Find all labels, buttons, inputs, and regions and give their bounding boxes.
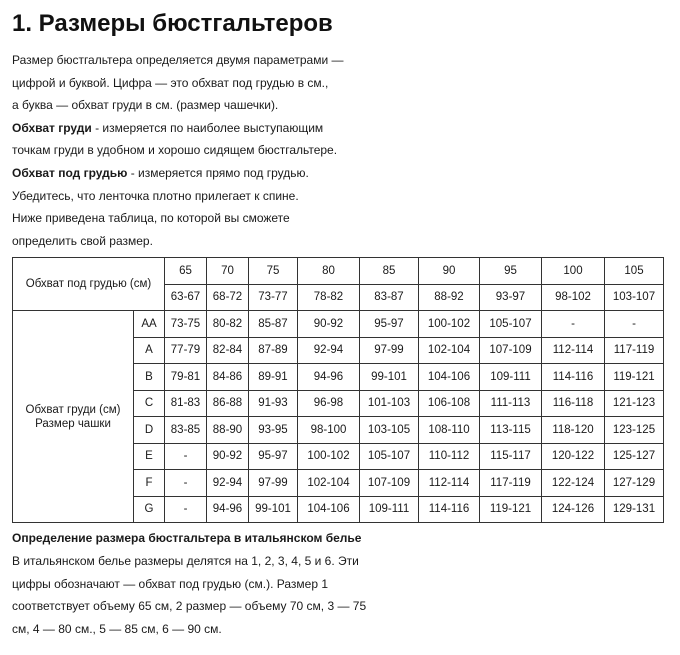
bust-range-cell: 104-106 — [419, 364, 480, 391]
cup-letter-cell: F — [134, 470, 165, 497]
bust-range-cell: 79-81 — [165, 364, 207, 391]
bust-range-cell: 83-85 — [165, 417, 207, 444]
underbust-range-cell: 63-67 — [165, 284, 207, 311]
bust-range-cell: 91-93 — [249, 390, 298, 417]
bust-label — [13, 311, 134, 523]
bust-range-cell: 95-97 — [360, 311, 419, 338]
intro-line: а буква — обхват груди в см. (размер чашечки). — [12, 98, 279, 113]
cup-letter-cell: A — [134, 337, 165, 364]
band-size-row — [13, 258, 664, 285]
bust-range-cell: 94-96 — [298, 364, 360, 391]
bust-range-cell: 127-129 — [605, 470, 664, 497]
bust-range-cell: 89-91 — [249, 364, 298, 391]
outro-line: см, 4 — 80 см., 5 — 85 см, 6 — 90 см. — [12, 621, 222, 636]
band-size-cell: 105 — [605, 258, 664, 285]
bust-range-cell: 81-83 — [165, 390, 207, 417]
band-size-cell: 80 — [298, 258, 360, 285]
bust-range-cell: 99-101 — [360, 364, 419, 391]
bust-range-cell: 123-125 — [605, 417, 664, 444]
bust-definition: - измеряется по наиболее выступающим — [91, 120, 324, 135]
bust-range-cell: 119-121 — [605, 364, 664, 391]
underbust-term: Обхват под грудью — [12, 165, 128, 180]
band-size-cell: 100 — [542, 258, 605, 285]
underbust-range-cell: 68-72 — [207, 284, 249, 311]
cup-letter-cell: C — [134, 390, 165, 417]
cup-letter-cell: AA — [134, 311, 165, 338]
bust-range-cell: 73-75 — [165, 311, 207, 338]
cup-size-row — [13, 311, 664, 338]
bust-range-cell: 99-101 — [249, 496, 298, 523]
intro-text — [12, 49, 344, 252]
underbust-range-cell: 83-87 — [360, 284, 419, 311]
bust-range-cell: 111-113 — [480, 390, 542, 417]
bust-range-cell: 114-116 — [542, 364, 605, 391]
band-size-cell: 70 — [207, 258, 249, 285]
page-title: 1. Размеры бюстгальтеров — [12, 10, 333, 37]
bust-range-cell: 103-105 — [360, 417, 419, 444]
italian-heading-text: Определение размера бюстгальтера в итальянском белье — [12, 531, 362, 545]
cup-letter-cell: D — [134, 417, 165, 444]
bust-range-cell: 122-124 — [542, 470, 605, 497]
underbust-label: Обхват под грудью (см) — [13, 258, 165, 311]
intro-line: Убедитесь, что ленточка плотно прилегает к спине. — [12, 188, 299, 203]
bust-range-cell: 90-92 — [298, 311, 360, 338]
band-size-cell: 90 — [419, 258, 480, 285]
underbust-range-cell: 98-102 — [542, 284, 605, 311]
band-size-cell: 75 — [249, 258, 298, 285]
bust-range-cell: 90-92 — [207, 443, 249, 470]
bust-range-cell: 113-115 — [480, 417, 542, 444]
bust-range-cell: 104-106 — [298, 496, 360, 523]
bust-range-cell: 116-118 — [542, 390, 605, 417]
bust-range-cell: 108-110 — [419, 417, 480, 444]
bust-label-line: Обхват груди (см) — [25, 403, 121, 416]
cup-label-line: Размер чашки — [35, 417, 111, 430]
bust-term: Обхват груди — [12, 120, 92, 135]
intro-line: точкам груди в удобном и хорошо сидящем бюстгальтере. — [12, 143, 338, 158]
bust-range-cell: 97-99 — [360, 337, 419, 364]
bust-range-cell: 118-120 — [542, 417, 605, 444]
outro-line: соответствует объему 65 см, 2 размер — объему 70 см, 3 — 75 — [12, 599, 367, 614]
cup-letter-cell: B — [134, 364, 165, 391]
bust-range-cell: 110-112 — [419, 443, 480, 470]
bust-range-cell: 86-88 — [207, 390, 249, 417]
bust-range-cell: 124-126 — [542, 496, 605, 523]
bust-range-cell: 112-114 — [419, 470, 480, 497]
bust-range-cell: - — [542, 311, 605, 338]
underbust-definition: - измеряется прямо под грудью. — [127, 165, 309, 180]
bust-range-cell: 121-123 — [605, 390, 664, 417]
bust-range-cell: 94-96 — [207, 496, 249, 523]
bust-range-cell: 115-117 — [480, 443, 542, 470]
underbust-range-cell: 78-82 — [298, 284, 360, 311]
intro-line: цифрой и буквой. Цифра — это обхват под грудью в см., — [12, 75, 329, 90]
bust-range-cell: 101-103 — [360, 390, 419, 417]
bust-range-cell: 102-104 — [419, 337, 480, 364]
bust-range-cell: - — [165, 470, 207, 497]
bust-range-cell: 109-111 — [360, 496, 419, 523]
italian-section-text — [12, 550, 366, 640]
bust-range-cell: 97-99 — [249, 470, 298, 497]
band-size-cell: 85 — [360, 258, 419, 285]
intro-line: Размер бюстгальтера определяется двумя параметрами — — [12, 53, 344, 67]
bust-range-cell: 117-119 — [480, 470, 542, 497]
bust-range-cell: - — [165, 443, 207, 470]
bust-range-cell: 93-95 — [249, 417, 298, 444]
cup-letter-cell: G — [134, 496, 165, 523]
bust-range-cell: 129-131 — [605, 496, 664, 523]
bust-range-cell: 80-82 — [207, 311, 249, 338]
italian-section-heading — [12, 527, 361, 550]
bust-range-cell: 107-109 — [360, 470, 419, 497]
bust-range-cell: 77-79 — [165, 337, 207, 364]
bust-range-cell: 92-94 — [207, 470, 249, 497]
bust-range-cell: 117-119 — [605, 337, 664, 364]
bust-range-cell: - — [605, 311, 664, 338]
bust-range-cell: 96-98 — [298, 390, 360, 417]
intro-line — [12, 162, 344, 185]
bust-range-cell: 82-84 — [207, 337, 249, 364]
bust-range-cell: 109-111 — [480, 364, 542, 391]
underbust-range-cell: 93-97 — [480, 284, 542, 311]
bust-range-cell: 88-90 — [207, 417, 249, 444]
bust-range-cell: 95-97 — [249, 443, 298, 470]
bust-range-cell: - — [165, 496, 207, 523]
bust-range-cell: 87-89 — [249, 337, 298, 364]
underbust-range-cell: 73-77 — [249, 284, 298, 311]
bust-range-cell: 106-108 — [419, 390, 480, 417]
outro-line: В итальянском белье размеры делятся на 1, 2, 3, 4, 5 и 6. Эти — [12, 554, 359, 568]
bust-range-cell: 85-87 — [249, 311, 298, 338]
bust-range-cell: 100-102 — [298, 443, 360, 470]
bust-range-cell: 100-102 — [419, 311, 480, 338]
bust-range-cell: 102-104 — [298, 470, 360, 497]
bust-range-cell: 112-114 — [542, 337, 605, 364]
underbust-range-cell: 88-92 — [419, 284, 480, 311]
bust-range-cell: 125-127 — [605, 443, 664, 470]
bust-range-cell: 105-107 — [480, 311, 542, 338]
bust-range-cell: 98-100 — [298, 417, 360, 444]
bust-range-cell: 105-107 — [360, 443, 419, 470]
band-size-cell: 65 — [165, 258, 207, 285]
bust-range-cell: 114-116 — [419, 496, 480, 523]
intro-line: Ниже приведена таблица, по которой вы сможете — [12, 211, 290, 226]
underbust-range-cell: 103-107 — [605, 284, 664, 311]
bust-range-cell: 84-86 — [207, 364, 249, 391]
bust-range-cell: 120-122 — [542, 443, 605, 470]
bust-range-cell: 92-94 — [298, 337, 360, 364]
intro-line — [12, 117, 344, 140]
bust-range-cell: 119-121 — [480, 496, 542, 523]
bust-range-cell: 107-109 — [480, 337, 542, 364]
outro-line: цифры обозначают — обхват под грудью (см.). Размер 1 — [12, 576, 329, 591]
intro-line: определить свой размер. — [12, 233, 153, 248]
size-table — [12, 257, 664, 523]
band-size-cell: 95 — [480, 258, 542, 285]
cup-letter-cell: E — [134, 443, 165, 470]
